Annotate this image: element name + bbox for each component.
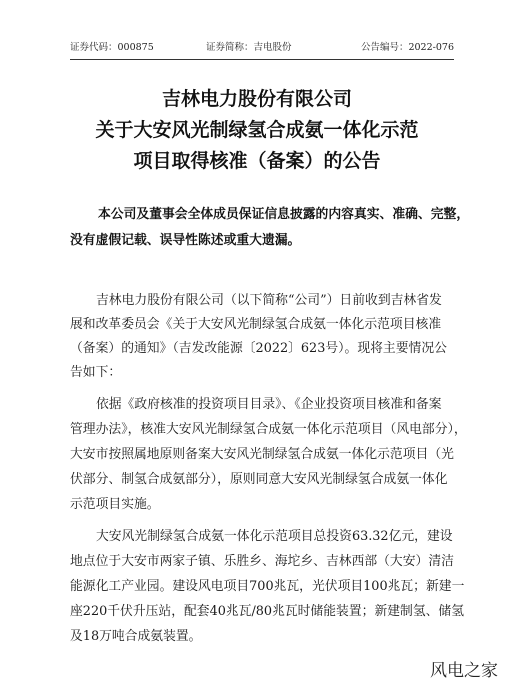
body-line: 伏部分、制氢合成氨部分），原则同意大安风光制绿氢合成氨一体化 bbox=[70, 472, 448, 487]
body-line: 地点位于大安市两家子镇、乐胜乡、海坨乡、吉林西部（大安）清洁 bbox=[70, 554, 454, 569]
body-line: 示范项目实施。 bbox=[70, 497, 160, 512]
notice-number: 公告编号：2022-076 bbox=[360, 42, 454, 53]
disclosure-statement-line-2: 没有虚假记载、误导性陈述或重大遗漏。 bbox=[70, 233, 301, 248]
title-company: 吉林电力股份有限公司 bbox=[161, 88, 352, 110]
body-line: 大安风光制绿氢合成氨一体化示范项目总投资63.32亿元，建设 bbox=[96, 529, 453, 544]
stock-code: 证券代码：000875 bbox=[70, 42, 154, 53]
stock-abbreviation: 证券简称：吉电股份 bbox=[206, 42, 292, 53]
body-line: （备案）的通知》（吉发改能源〔2022〕623号）。现将主要情况公 bbox=[70, 341, 447, 356]
document-header bbox=[70, 41, 454, 55]
title-line-3: 项目取得核准（备案）的公告 bbox=[133, 150, 381, 172]
body-line: 及18万吨合成氨装置。 bbox=[70, 629, 202, 644]
title-line-2: 关于大安风光制绿氢合成氨一体化示范 bbox=[95, 119, 419, 141]
body-line: 能源化工产业园。建设风电项目700兆瓦，光伏项目100兆瓦；新建一 bbox=[70, 579, 465, 594]
body-line: 座220千伏升压站，配套40兆瓦/80兆瓦时储能装置；新建制氢、储氢 bbox=[70, 604, 465, 619]
body-line: 吉林电力股份有限公司（以下简称“公司”）日前收到吉林省发 bbox=[96, 293, 442, 308]
disclosure-statement-line-1: 本公司及董事会全体成员保证信息披露的内容真实、准确、完整， bbox=[98, 207, 470, 222]
body-line: 管理办法》，核准大安风光制绿氢合成氨一体化示范项目（风电部分）， bbox=[70, 422, 467, 437]
header-divider bbox=[70, 59, 454, 60]
body-line: 告如下： bbox=[70, 365, 122, 380]
body-line: 展和改革委员会《关于大安风光制绿氢合成氨一体化示范项目核准 bbox=[70, 317, 442, 332]
body-line: 依据《政府核准的投资项目目录》、《企业投资项目核准和备案 bbox=[96, 397, 442, 412]
body-line: 大安市按照属地原则备案大安风光制绿氢合成氨一体化示范项目（光 bbox=[70, 447, 454, 462]
source-watermark: 风电之家 bbox=[424, 654, 504, 683]
